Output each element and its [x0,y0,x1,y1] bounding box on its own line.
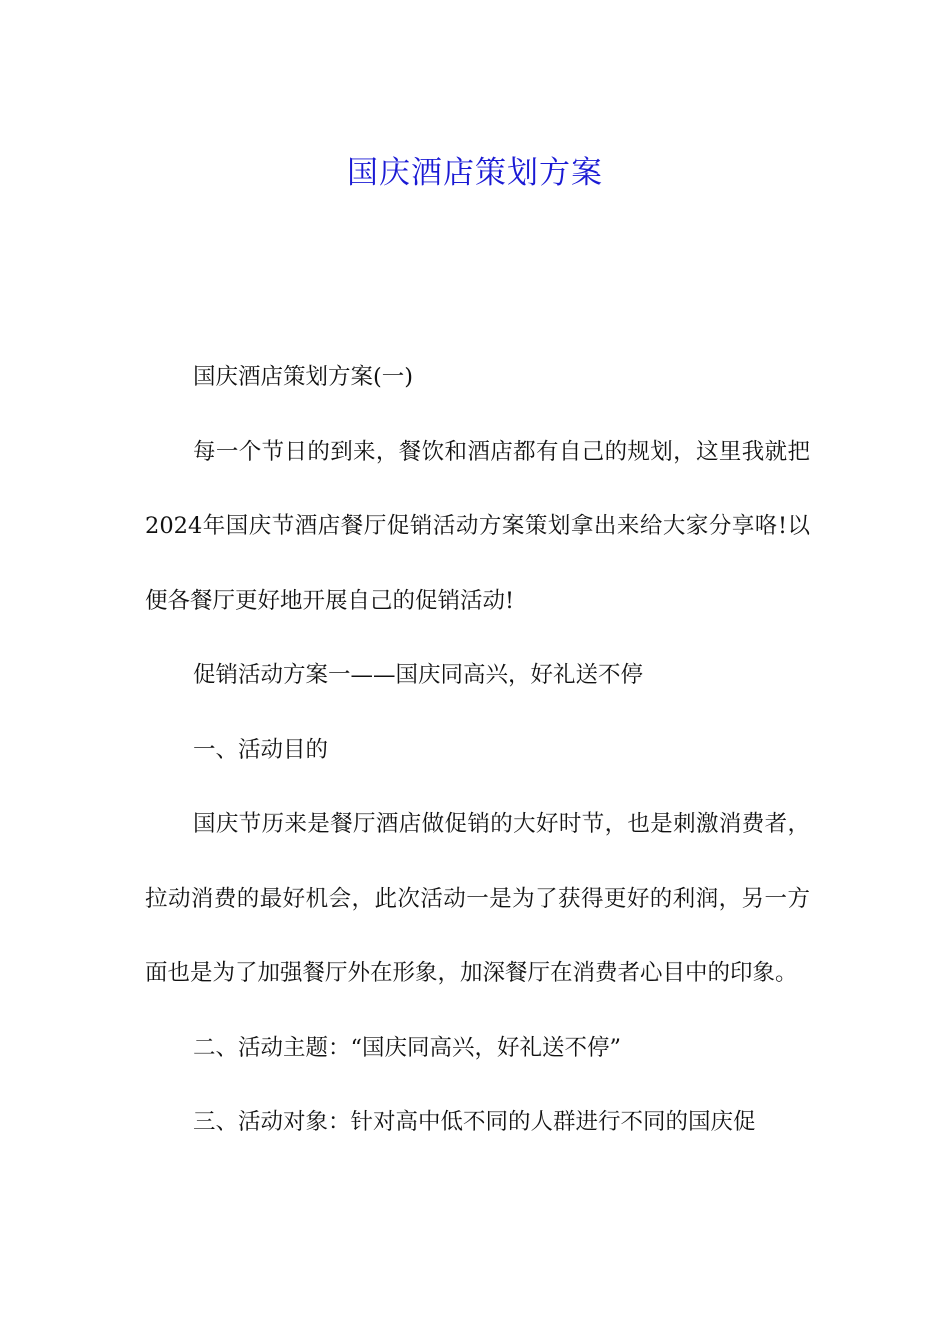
section-heading-audience: 三、活动对象：针对高中低不同的人群进行不同的国庆促 [193,1109,756,1135]
paragraph-subtitle: 国庆酒店策划方案(一) [193,364,414,390]
section-heading-theme: 二、活动主题：“国庆同高兴，好礼送不停” [193,1034,622,1061]
paragraph-plan-heading: 促销活动方案一——国庆同高兴，好礼送不停 [193,662,644,688]
paragraph-purpose: 国庆节历来是餐厅酒店做促销的大好时节，也是刺激消费者，拉动消费的最好机会，此次活动一是为了获得更好的利润，另一方面也是为了加强餐厅外在形象，加深餐厅在消费者心目中的印象。 [145,811,810,986]
document-body [145,340,810,1160]
section-heading-purpose: 一、活动目的 [193,736,329,763]
paragraph-intro: 每一个节日的到来，餐饮和酒店都有自己的规划，这里我就把2024年国庆节酒店餐厅促销活动方案策划拿出来给大家分享咯!以便各餐厅更好地开展自己的促销活动! [145,438,810,614]
document-title: 国庆酒店策划方案 [347,154,603,191]
